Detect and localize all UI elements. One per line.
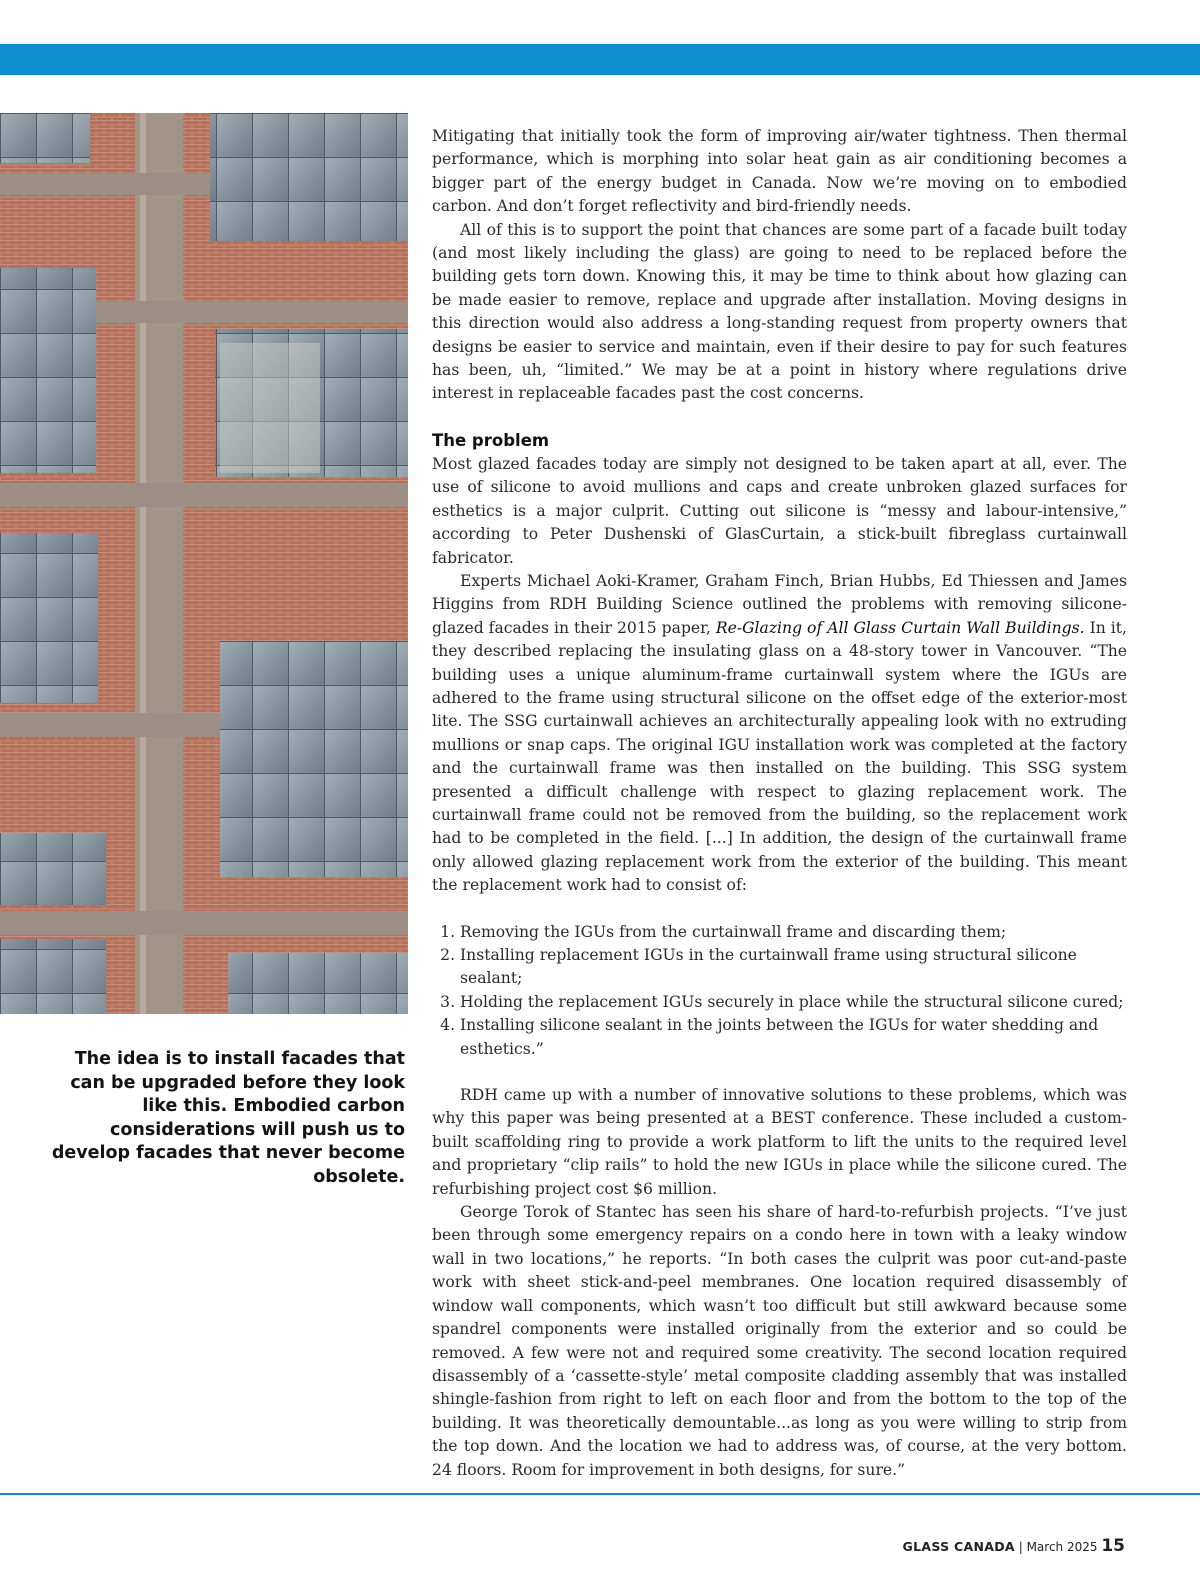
issue-date: March 2025	[1026, 1540, 1098, 1554]
paragraph-3: Most glazed facades today are simply not designed to be taken apart at all, ever. The use of silicone to avoid mullions and caps and create unbroken glazed surfaces for esthetics is a major culprit. Cutting out silicone is “messy and labour-intensive,” according to Peter Dushenski of GlasCurtain, a stick-built fibreglass curtainwall fabricator.	[432, 454, 1127, 567]
footer-rule	[0, 1493, 1200, 1495]
list-item: 4. Installing silicone sealant in the joints between the IGUs for water shedding and esthetics.”	[460, 1014, 1127, 1061]
paragraph-2: All of this is to support the point that chances are some part of a facade built today (and most likely including the glass) are going to need to be replaced before the building gets torn down. Knowing this, it may be time to think about how glazing can be made easier to remove, replace and upgrade after installation. Moving designs in this direction would also address a long-standing request from property owners that designs be easier to service and maintain, even if their desire to pay for such features has been, uh, “limited.” We may be at a point in history where regulations drive interest in replaceable facades past the cost concerns.	[432, 220, 1127, 403]
top-color-bar	[0, 44, 1200, 75]
replacement-steps-list	[432, 921, 1127, 1061]
photo-caption: The idea is to install facades that can be upgraded before they look like this. Embodied carbon considerations will push us to develop facades that never become obsolete.	[51, 1049, 405, 1187]
paragraph-4	[432, 570, 1127, 898]
paragraph-1: Mitigating that initially took the form of improving air/water tightness. Then thermal performance, which is morphing into solar heat gain as air conditioning becomes a bigger part of the energy budget in Canada. Now we’re moving on to embodied carbon. And don’t forget reflectivity and bird-friendly needs.	[432, 127, 1127, 216]
magazine-name: GLASS CANADA	[902, 1539, 1015, 1554]
paper-title: Re-Glazing of All Glass Curtain Wall Buildings.	[715, 618, 1085, 637]
paragraph-5: RDH came up with a number of innovative solutions to these problems, which was why this paper was being presented at a BEST conference. These included a custom-built scaffolding ring to provide a work platform to lift the units to the required level and proprietary “clip rails” to hold the new IGUs in place while the silicone cured. The refurbishing project cost $6 million.	[432, 1086, 1127, 1198]
section-heading: The problem	[432, 430, 550, 450]
page-number: 15	[1101, 1536, 1125, 1556]
paragraph-4-quote: In it, they described replacing the insulating glass on a 48-story tower in Vancouver. “The building uses a unique aluminum-frame curtainwall system where the IGUs are adhered to the frame using structural silicone on the offset edge of the exterior-most lite. The SSG curtainwall achieves an architecturally appealing look with no extruding mullions or snap caps. The original IGU installation work was completed at the factory and the curtainwall frame was then installed on the building. This SSG system presented a difficult challenge with respect to glazing replacement work. The curtainwall frame could not be removed from the building, so the replacement work had to be completed in the field. [...] In addition, the design of the curtainwall frame only allowed glazing replacement work from the exterior of the building. This meant the replacement work had to consist of:	[432, 618, 1127, 895]
paragraph-4-intro: Experts Michael Aoki-Kramer, Graham Finch, Brian Hubbs, Ed Thiessen and James Higgins from RDH Building Science outlined the problems with removing silicone-glazed facades in their 2015 paper,	[432, 571, 1127, 637]
paragraph-6: George Torok of Stantec has seen his share of hard-to-refurbish projects. “I’ve just been through some emergency repairs on a condo here in town with a leaky window wall in two locations,” he reports. “In both cases the culprit was poor cut-and-paste work with sheet stick-and-peel membranes. One location required disassembly of window wall components, which wasn’t too difficult but still awkward because some spandrel components were installed originally from the exterior and so could be removed. A few were not and required some creativity. The second location required disassembly of a ‘cassette-style’ metal composite cladding assembly that was installed shingle-fashion from right to left on each floor and from the bottom to the top of the building. It was theoretically demountable...as long as you were willing to strip from the top down. And the location we had to address was, of course, at the very bottom. 24 floors. Room for improvement in both designs, for sure.”	[432, 1203, 1127, 1479]
list-item: 2. Installing replacement IGUs in the curtainwall frame using structural silicone sealant;	[460, 944, 1127, 991]
article-body	[432, 125, 1127, 1482]
page-footer	[903, 1536, 1125, 1556]
list-item: 3. Holding the replacement IGUs securely in place while the structural silicone cured;	[460, 991, 1127, 1014]
building-facade-photo	[0, 113, 408, 1014]
footer-separator: |	[1018, 1540, 1023, 1554]
brick-building-illustration	[0, 113, 408, 1014]
list-item: 1. Removing the IGUs from the curtainwall frame and discarding them;	[460, 921, 1127, 944]
